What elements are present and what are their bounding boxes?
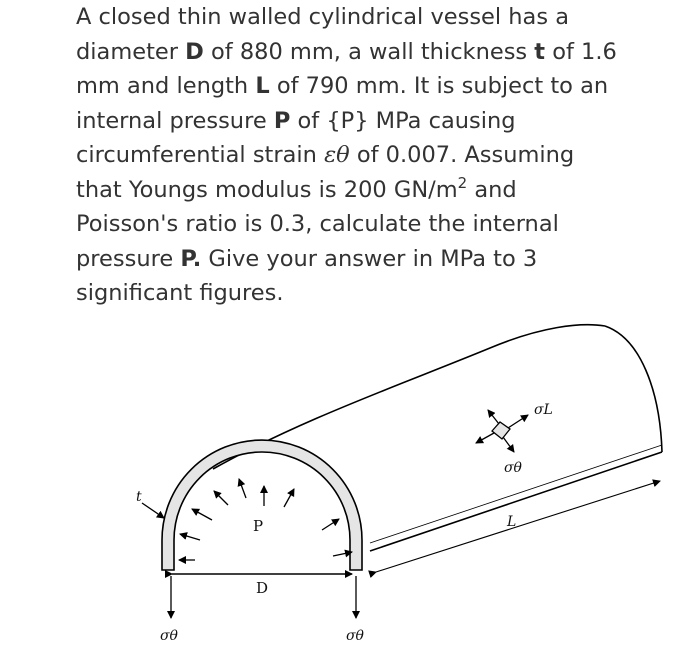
- problem-line-7: Poisson's ratio is 0.3, calculate the internal: [76, 211, 559, 237]
- text-fragment: Give your answer in MPa to 3: [201, 245, 538, 272]
- problem-line-9: significant figures.: [76, 280, 284, 306]
- label-D: D: [256, 579, 269, 597]
- thickness-symbol: t: [534, 38, 546, 65]
- pressure-arrows: [179, 479, 352, 560]
- label-L: L: [507, 514, 517, 530]
- strain-symbol: εθ: [324, 142, 350, 168]
- label-P: P: [253, 517, 264, 535]
- label-sigma-theta-right: σθ: [346, 628, 364, 644]
- exponent: 2: [457, 173, 468, 192]
- label-sigma-L: σL: [534, 402, 553, 418]
- pressure-symbol: P.: [180, 245, 202, 272]
- problem-line-1: A closed thin walled cylindrical vessel has a: [76, 4, 570, 30]
- text-fragment: diameter: [76, 38, 186, 65]
- pressure-symbol: P: [273, 107, 291, 134]
- cylinder-far-end: [605, 326, 662, 452]
- text-fragment: internal pressure: [76, 107, 274, 134]
- text-fragment: of 1.6: [545, 38, 617, 65]
- text-fragment: that Youngs modulus is 200 GN/m: [76, 176, 458, 203]
- text-fragment: of 790 mm. It is subject to an: [269, 73, 609, 99]
- label-t: t: [136, 489, 142, 505]
- wall-cross-section: [162, 440, 362, 570]
- thickness-arrow: [142, 503, 164, 518]
- text-fragment: pressure: [76, 245, 181, 272]
- label-sigma-theta-top: σθ: [504, 460, 522, 476]
- label-sigma-theta-left: σθ: [160, 628, 178, 644]
- text-fragment: of 880 mm, a wall thickness: [203, 38, 535, 65]
- text-fragment: of 0.007. Assuming: [349, 142, 575, 168]
- text-fragment: and: [467, 176, 517, 203]
- text-fragment: mm and length: [76, 73, 256, 99]
- text-fragment: circumferential strain: [76, 142, 325, 168]
- length-symbol: L: [255, 73, 270, 99]
- stress-element: [476, 410, 528, 452]
- diameter-symbol: D: [185, 38, 204, 65]
- text-fragment: of {P} MPa causing: [290, 107, 516, 134]
